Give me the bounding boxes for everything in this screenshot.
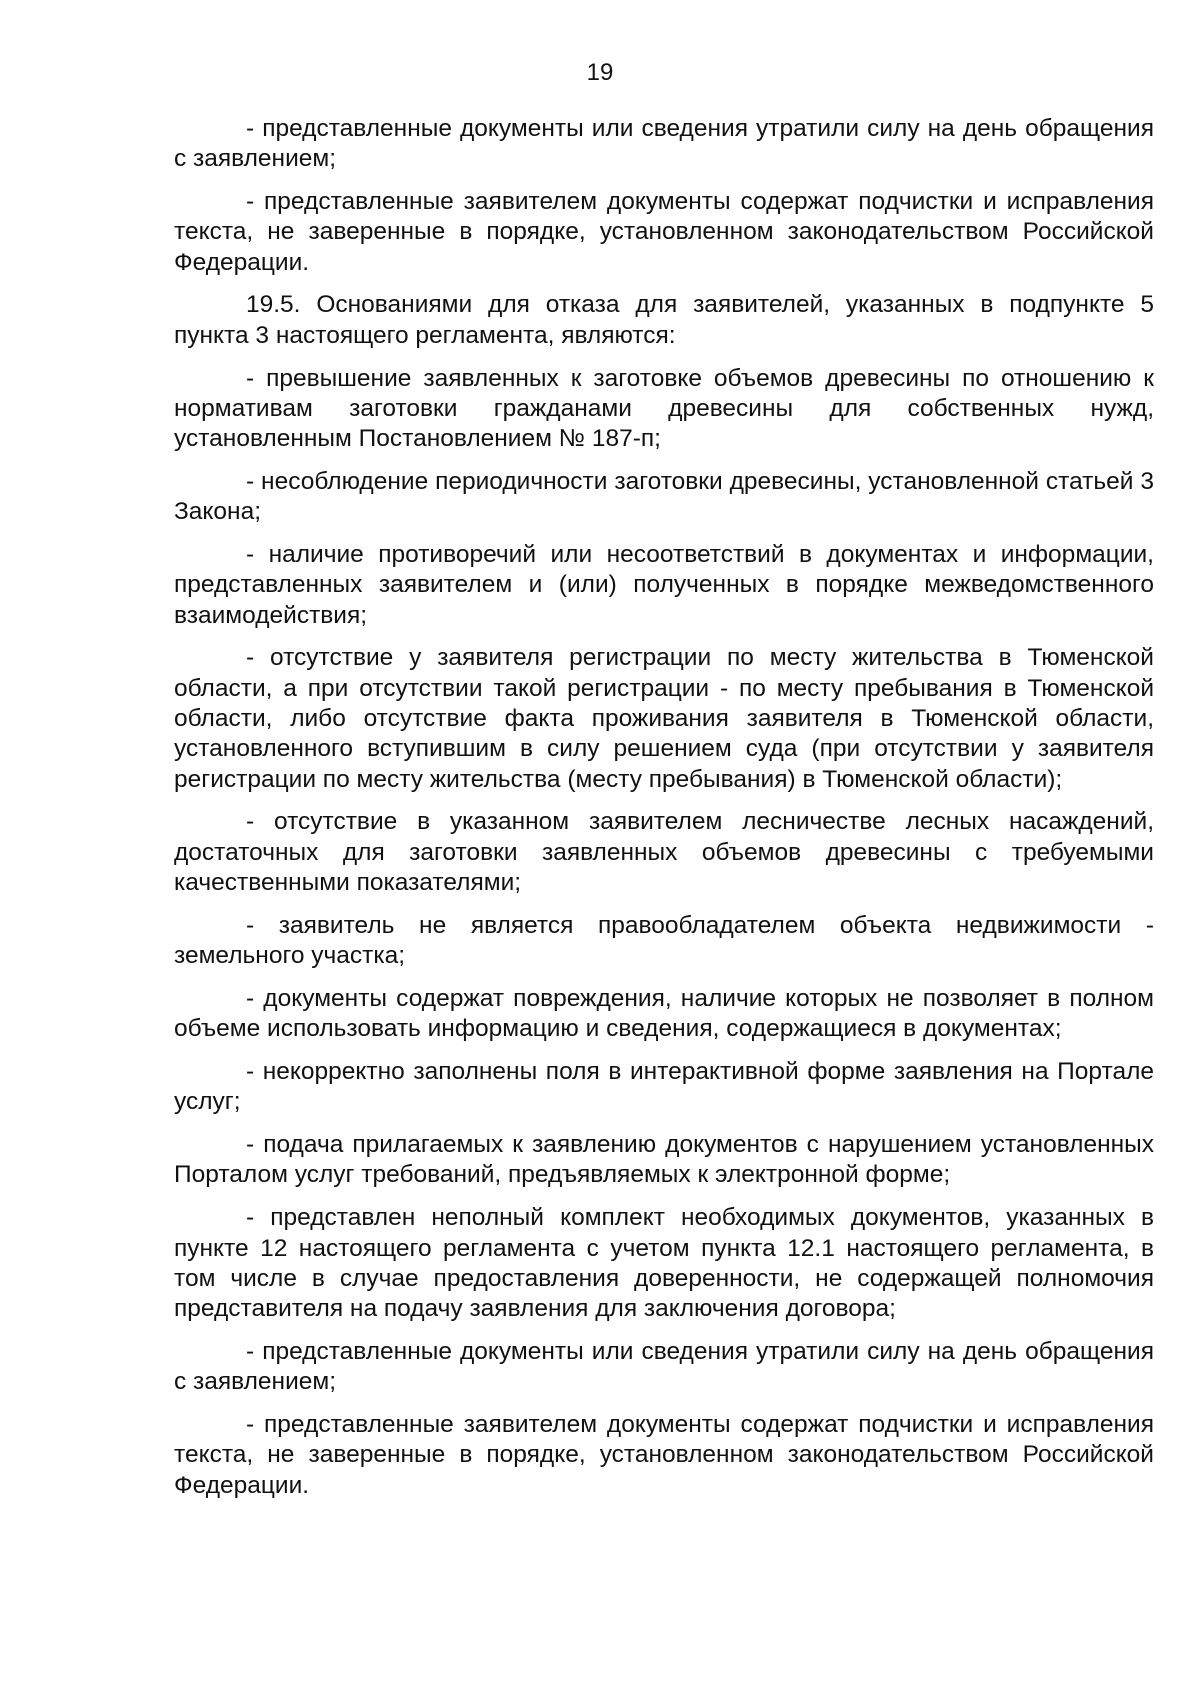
paragraph: - представлен неполный комплект необходимых документов, указанных в пункте 12 настоящего регламента с учетом пункта 12.1 настоящего регламента, в том числе в случае предоставления доверенности, не содержащей полномочия представителя на подачу заявления для заключения договора; [174, 1204, 1154, 1323]
paragraph: - документы содержат повреждения, наличие которых не позволяет в полном объеме использовать информацию и сведения, содержащиеся в документах; [174, 984, 1154, 1043]
section-paragraph-19-5: 19.5. Основаниями для отказа для заявителей, указанных в подпункте 5 пункта 3 настоящего регламента, являются: [174, 291, 1154, 349]
paragraph: - отсутствие у заявителя регистрации по месту жительства в Тюменской области, а при отсутствии такой регистрации - по месту пребывания в Тюменской области, либо отсутствие факта проживания заявителя в Тюменской области, установленного вступившим в силу решением суда (при отсутствии у заявителя регистрации по месту жительства (месту пребывания) в Тюменской области); [174, 644, 1154, 793]
document-body [174, 114, 1154, 1513]
paragraph: - отсутствие в указанном заявителем лесничестве лесных насаждений, достаточных для заготовки заявленных объемов древесины с требуемыми качественными показателями; [174, 808, 1154, 897]
paragraph: - наличие противоречий или несоответствий в документах и информации, представленных заявителем и (или) полученных в порядке межведомственного взаимодействия; [174, 541, 1154, 629]
paragraph: - представленные документы или сведения утратили силу на день обращения с заявлением; [174, 1337, 1154, 1396]
paragraph: - некорректно заполнены поля в интерактивной форме заявления на Портале услуг; [174, 1058, 1154, 1116]
paragraph: - представленные заявителем документы содержат подчистки и исправления текста, не заверенные в порядке, установленном законодательством Российской Федерации. [174, 188, 1154, 276]
paragraph: - несоблюдение периодичности заготовки древесины, установленной статьей 3 Закона; [174, 467, 1154, 526]
paragraph: - представленные заявителем документы содержат подчистки и исправления текста, не заверенные в порядке, установленном законодательством Российской Федерации. [174, 1410, 1154, 1499]
paragraph: - заявитель не является правообладателем объекта недвижимости - земельного участка; [174, 911, 1154, 970]
paragraph: - представленные документы или сведения утратили силу на день обращения с заявлением; [174, 115, 1154, 173]
paragraph: - превышение заявленных к заготовке объемов древесины по отношению к нормативам заготовки гражданами древесины для собственных нужд, установленным Постановлением № 187-п; [174, 364, 1154, 453]
page-number: 19 [586, 59, 614, 86]
paragraph: - подача прилагаемых к заявлению документов с нарушением установленных Порталом услуг требований, предъявляемых к электронной форме; [174, 1131, 1154, 1189]
